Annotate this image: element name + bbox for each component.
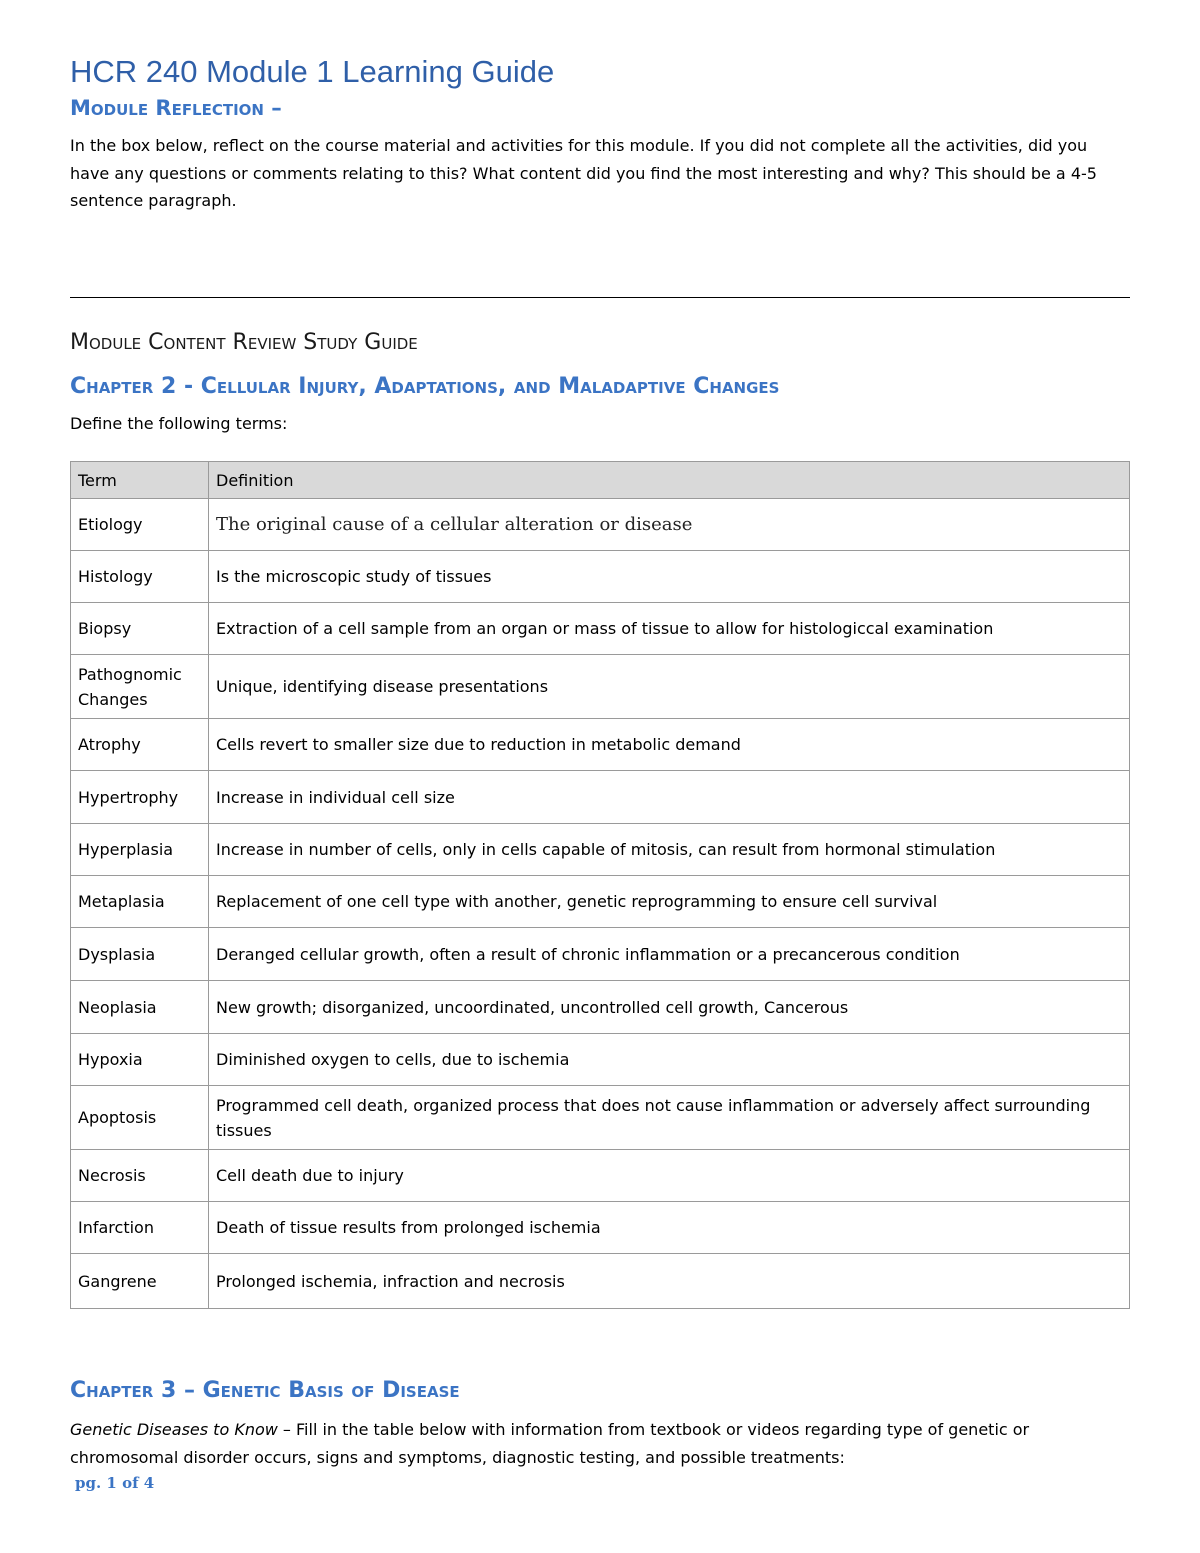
term-cell: Apoptosis [71, 1086, 209, 1150]
table-header-row [71, 462, 1130, 499]
term-cell: Biopsy [71, 603, 209, 655]
definition-cell: Is the microscopic study of tissues [209, 551, 1130, 603]
table-row [71, 981, 1130, 1034]
page-number: pg. 1 of 4 [75, 1474, 155, 1492]
reflection-heading: Module Reflection – [70, 96, 282, 120]
term-cell: Metaplasia [71, 876, 209, 928]
definition-cell: Replacement of one cell type with another, genetic reprogramming to ensure cell survival [209, 876, 1130, 928]
table-row [71, 876, 1130, 928]
definition-cell: Diminished oxygen to cells, due to ischemia [209, 1034, 1130, 1086]
term-cell: Neoplasia [71, 981, 209, 1034]
definition-cell: New growth; disorganized, uncoordinated, uncontrolled cell growth, Cancerous [209, 981, 1130, 1034]
definition-cell: Programmed cell death, organized process that does not cause inflammation or adversely affect surrounding tissues [209, 1086, 1130, 1150]
genetic-diseases-label: Genetic Diseases to Know [70, 1420, 278, 1439]
chapter-3-heading: Chapter 3 – Genetic Basis of Disease [70, 1378, 460, 1403]
definition-cell: Unique, identifying disease presentations [209, 655, 1130, 719]
table-row [71, 551, 1130, 603]
table-row [71, 1034, 1130, 1086]
term-cell: Hyperplasia [71, 824, 209, 876]
term-cell: Infarction [71, 1202, 209, 1254]
table-row [71, 1202, 1130, 1254]
term-cell: Pathognomic Changes [71, 655, 209, 719]
genetic-diseases-text: – Fill in the table below with information from textbook or videos regarding type of genetic or chromosomal disorder occurs, signs and symptoms, diagnostic testing, and possible treatments: [70, 1420, 1030, 1467]
term-cell: Necrosis [71, 1150, 209, 1202]
chapter-2-heading: Chapter 2 - Cellular Injury, Adaptations, and Maladaptive Changes [70, 374, 780, 399]
table-row [71, 655, 1130, 719]
header-term: Term [71, 462, 209, 499]
table-row [71, 928, 1130, 981]
term-cell: Hypoxia [71, 1034, 209, 1086]
term-cell: Dysplasia [71, 928, 209, 981]
header-definition: Definition [209, 462, 1130, 499]
table-row [71, 1150, 1130, 1202]
table-row [71, 824, 1130, 876]
reflection-prompt: In the box below, reflect on the course material and activities for this module. If you did not complete all the activities, did you have any questions or comments relating to this? What content did you find the most interesting and why? This should be a 4-5 sentence paragraph. [70, 136, 1097, 210]
table-row [71, 1254, 1130, 1309]
genetic-diseases-instruction [70, 1416, 1130, 1471]
term-cell: Etiology [71, 499, 209, 551]
table-row [71, 771, 1130, 824]
term-cell: Atrophy [71, 719, 209, 771]
document-title: HCR 240 Module 1 Learning Guide [70, 54, 555, 89]
definition-cell: Increase in number of cells, only in cells capable of mitosis, can result from hormonal stimulation [209, 824, 1130, 876]
define-terms-instruction: Define the following terms: [70, 414, 288, 433]
definition-cell: Cell death due to injury [209, 1150, 1130, 1202]
definition-cell: The original cause of a cellular alteration or disease [209, 499, 1130, 551]
definition-cell: Cells revert to smaller size due to reduction in metabolic demand [209, 719, 1130, 771]
term-cell: Gangrene [71, 1254, 209, 1309]
definition-cell: Death of tissue results from prolonged ischemia [209, 1202, 1130, 1254]
term-cell: Hypertrophy [71, 771, 209, 824]
definition-cell: Deranged cellular growth, often a result of chronic inflammation or a precancerous condition [209, 928, 1130, 981]
review-heading: Module Content Review Study Guide [70, 330, 418, 355]
reflection-answer-line [70, 297, 1130, 298]
definition-cell: Increase in individual cell size [209, 771, 1130, 824]
terms-table [70, 461, 1130, 1309]
term-cell: Histology [71, 551, 209, 603]
table-row [71, 1086, 1130, 1150]
table-row [71, 603, 1130, 655]
definition-cell: Extraction of a cell sample from an organ or mass of tissue to allow for histologiccal examination [209, 603, 1130, 655]
table-row [71, 719, 1130, 771]
definition-cell: Prolonged ischemia, infraction and necrosis [209, 1254, 1130, 1309]
table-row [71, 499, 1130, 551]
